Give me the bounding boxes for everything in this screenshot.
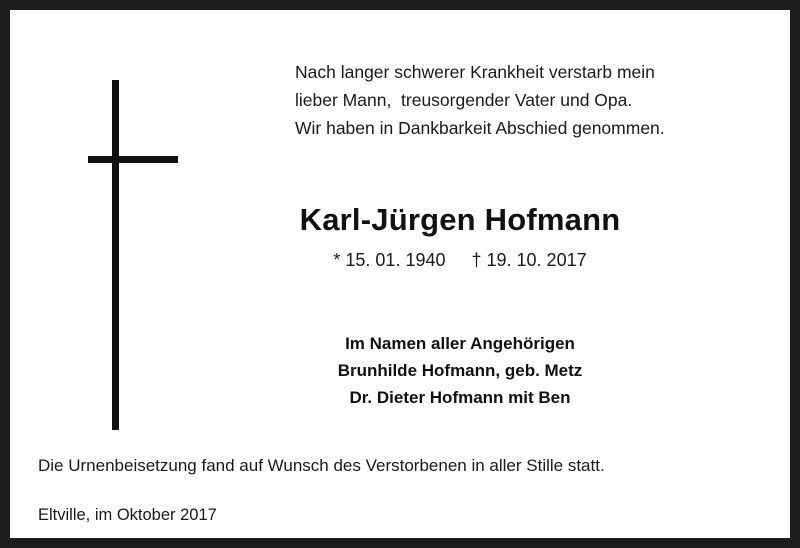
cross-horizontal-bar [88,156,178,163]
family-member-2: Dr. Dieter Hofmann mit Ben [349,388,571,407]
intro-line-2: lieber Mann, treusorgender Vater und Opa. [295,90,633,110]
family-heading: Im Namen aller Angehörigen [345,334,575,353]
place-and-date: Eltville, im Oktober 2017 [38,506,217,524]
deceased-dates [200,248,720,272]
death-date: † 19. 10. 2017 [471,250,587,270]
family-member-1: Brunhilde Hofmann, geb. Metz [337,361,583,380]
intro-text [295,58,765,142]
deceased-block [200,200,720,272]
cross-vertical-bar [112,80,119,430]
funeral-note: Die Urnenbeisetzung fand auf Wunsch des Verstorbenen in aller Stille statt. [38,456,605,475]
cross-icon [88,80,178,430]
intro-line-1: Nach langer schwerer Krankheit verstarb mein [295,62,655,82]
birth-date: * 15. 01. 1940 [333,250,446,270]
family-block [200,330,720,411]
obituary-inner [10,10,790,538]
footer-block [38,453,778,528]
intro-line-3: Wir haben in Dankbarkeit Abschied genommen. [295,118,665,138]
deceased-name: Karl-Jürgen Hofmann [299,202,621,237]
